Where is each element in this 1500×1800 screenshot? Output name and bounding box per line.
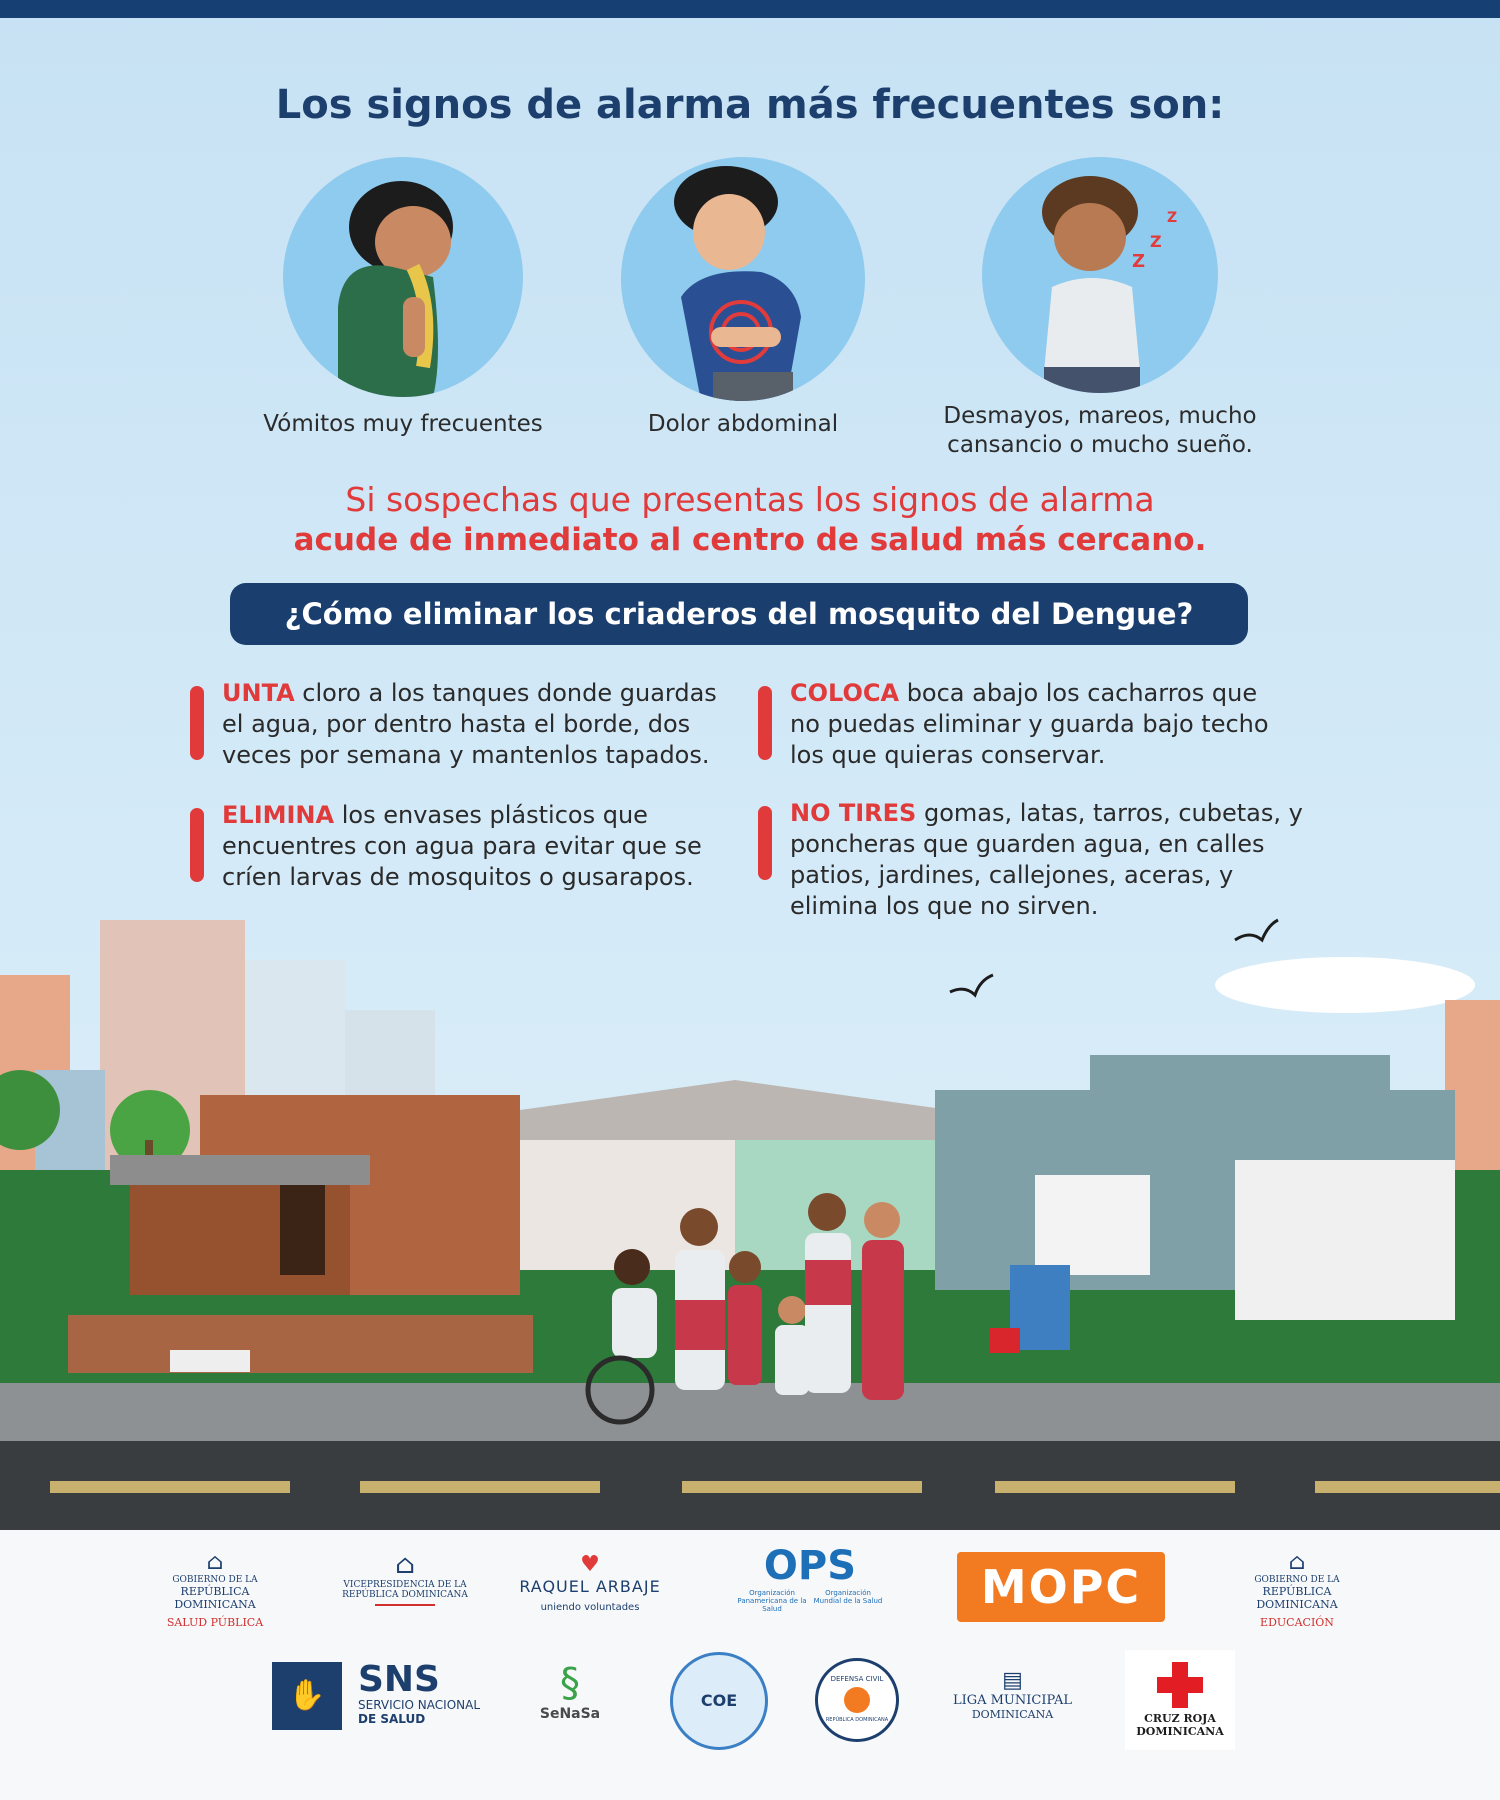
- section-banner: ¿Cómo eliminar los criaderos del mosquito del Dengue?: [230, 583, 1248, 645]
- tip-keyword: NO TIRES: [790, 799, 917, 827]
- page-title: Los signos de alarma más frecuentes son:: [275, 82, 1225, 128]
- logo-defensa-civil: DEFENSA CIVIL REPÚBLICA DOMINICANA: [815, 1658, 899, 1742]
- tip-elimina: [222, 800, 742, 893]
- symptom-caption-sleepiness: Desmayos, mareos, mucho cansancio o mucho sueño.: [943, 403, 1257, 458]
- abdominal-pain-boy-icon: [621, 157, 865, 401]
- hands-icon: ✋: [272, 1662, 342, 1730]
- tip-bar: [190, 808, 204, 882]
- logo-senasa: § SeNaSa: [530, 1660, 610, 1722]
- dome-icon: ⌂: [1288, 1550, 1306, 1575]
- tip-keyword: UNTA: [222, 679, 295, 707]
- svg-text:Z: Z: [1132, 251, 1146, 272]
- logo-vicepresidencia: ⌂ VICEPRESIDENCIA DE LA REPÚBLICA DOMINICANA: [340, 1550, 470, 1606]
- logo-liga-municipal: ▤ LIGA MUNICIPAL DOMINICANA: [945, 1668, 1080, 1721]
- logo-ops: OPS Organización Panamericana de la Salud Organización Mundial de la Salud: [737, 1543, 883, 1613]
- s-wave-icon: §: [560, 1660, 580, 1706]
- tip-keyword: COLOCA: [790, 679, 900, 707]
- tip-keyword: ELIMINA: [222, 801, 335, 829]
- logo-sns: ✋ SNS SERVICIO NACIONAL DE SALUD: [272, 1662, 482, 1732]
- building-icon: ▤: [1002, 1668, 1023, 1693]
- tip-text: los envases plásticos que encuentres con agua para evitar que se críen larvas de mosquitos o gusarapos.: [222, 801, 702, 891]
- tip-text: gomas, latas, tarros, cubetas, y poncheras que guarden agua, en calles patios, jardines, callejones, aceras, y elimina los que no sirven.: [790, 799, 1303, 920]
- logo-salud-publica: ⌂ GOBIERNO DE LA REPÚBLICA DOMINICANA SALUD PÚBLICA: [140, 1550, 290, 1629]
- logo-mopc: MOPC: [957, 1552, 1165, 1622]
- alert-line-2: acude de inmediato al centro de salud más cercano.: [293, 522, 1207, 558]
- tip-bar: [758, 686, 772, 760]
- symptom-caption-abdominal-pain: Dolor abdominal: [647, 411, 839, 437]
- symptom-caption-vomiting: Vómitos muy frecuentes: [263, 411, 543, 437]
- logo-raquel-arbaje: ♥ RAQUEL ARBAJE uniendo voluntades: [510, 1552, 670, 1613]
- top-bar: [0, 0, 1500, 18]
- tip-coloca: [790, 678, 1290, 771]
- sleepy-boy-icon: [982, 157, 1218, 393]
- tip-bar: [190, 686, 204, 760]
- svg-text:Z: Z: [1167, 210, 1178, 226]
- dome-icon: ⌂: [206, 1550, 224, 1575]
- tip-text: boca abajo los cacharros que no puedas eliminar y guarda bajo techo los que quieras conservar.: [790, 679, 1269, 769]
- tip-unta: [222, 678, 742, 771]
- red-cross-icon: [1157, 1662, 1203, 1708]
- tip-text: cloro a los tanques donde guardas el agua, por dentro hasta el borde, dos veces por semana y mantenlos tapados.: [222, 679, 717, 769]
- tip-bar: [758, 806, 772, 880]
- logo-educacion: ⌂ GOBIERNO DE LA REPÚBLICA DOMINICANA EDUCACIÓN: [1222, 1550, 1372, 1629]
- alert-line-1: Si sospechas que presentas los signos de alarma: [345, 480, 1155, 519]
- heart-icon: ♥: [580, 1552, 600, 1577]
- dome-icon: ⌂: [395, 1550, 415, 1580]
- sponsor-logos: [0, 1530, 1500, 1800]
- logo-coe: COE: [670, 1652, 768, 1750]
- svg-text:Z: Z: [1150, 232, 1162, 251]
- logo-cruz-roja: CRUZ ROJA DOMINICANA: [1125, 1650, 1235, 1750]
- vomiting-girl-icon: [283, 157, 523, 397]
- street-scene-illustration: [0, 900, 1500, 1530]
